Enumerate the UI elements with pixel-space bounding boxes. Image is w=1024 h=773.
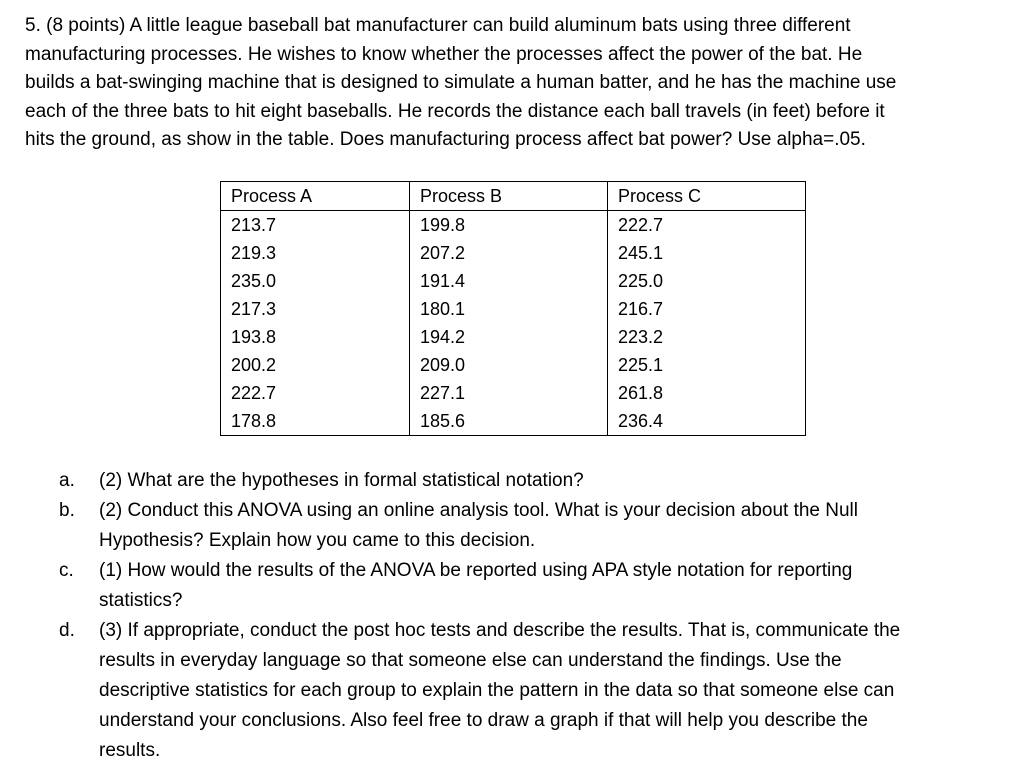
table-cell: 200.2	[221, 351, 410, 379]
question-line: each of the three bats to hit eight baseballs. He records the distance each ball travels (in feet) before it	[25, 100, 885, 122]
table-cell: 178.8	[221, 407, 410, 436]
table-row	[221, 295, 806, 323]
table-cell: 219.3	[221, 239, 410, 267]
part-marker: d.	[59, 620, 75, 641]
table-cell: 225.1	[608, 351, 806, 379]
part-text-line: Hypothesis? Explain how you came to this decision.	[99, 530, 536, 551]
part-text-line: (3) If appropriate, conduct the post hoc tests and describe the results. That is, communicate the	[99, 620, 901, 641]
table-cell: 193.8	[221, 323, 410, 351]
question-line: 5. (8 points) A little league baseball bat manufacturer can build aluminum bats using three different	[25, 15, 851, 36]
table-cell: 180.1	[410, 295, 608, 323]
header-process-c: Process C	[608, 182, 806, 211]
part-text-line: (2) What are the hypotheses in formal statistical notation?	[99, 470, 584, 491]
part-text-line: results.	[99, 740, 161, 761]
header-process-a: Process A	[221, 182, 410, 211]
table-cell: 191.4	[410, 267, 608, 295]
table-cell: 217.3	[221, 295, 410, 323]
header-process-b: Process B	[410, 182, 608, 211]
part-text-line: descriptive statistics for each group to explain the pattern in the data so that someone else can	[99, 680, 895, 701]
table-row	[221, 407, 806, 436]
table-cell: 216.7	[608, 295, 806, 323]
part-text-line: understand your conclusions. Also feel free to draw a graph if that will help you describe the	[99, 710, 868, 731]
table-row	[221, 239, 806, 267]
part-marker: a.	[59, 470, 75, 491]
table-row	[221, 351, 806, 379]
question-part	[59, 496, 1009, 556]
table-row	[221, 267, 806, 295]
part-text-line: statistics?	[99, 590, 183, 611]
table-cell: 207.2	[410, 239, 608, 267]
table-cell: 235.0	[221, 267, 410, 295]
question-part	[59, 616, 1009, 766]
question-line: builds a bat-swinging machine that is designed to simulate a human batter, and he has the machine use	[25, 72, 897, 93]
table-cell: 223.2	[608, 323, 806, 351]
table-cell: 245.1	[608, 239, 806, 267]
table-cell: 222.7	[608, 211, 806, 240]
part-text-line: (1) How would the results of the ANOVA be reported using APA style notation for reporting	[99, 560, 853, 581]
table-cell: 194.2	[410, 323, 608, 351]
table-row	[221, 323, 806, 351]
question-line: manufacturing processes. He wishes to know whether the processes affect the power of the bat. He	[25, 43, 863, 65]
table-cell: 227.1	[410, 379, 608, 407]
table-cell: 213.7	[221, 211, 410, 240]
table-cell: 225.0	[608, 267, 806, 295]
question-parts	[59, 466, 1009, 766]
distance-table	[220, 181, 806, 436]
question-text	[25, 12, 1005, 155]
part-marker: c.	[59, 560, 74, 581]
table-row	[221, 211, 806, 240]
question-part	[59, 556, 1009, 616]
table-cell: 261.8	[608, 379, 806, 407]
question-line: hits the ground, as show in the table. Does manufacturing process affect bat power? Use alpha=.05.	[25, 129, 866, 150]
table-cell: 185.6	[410, 407, 608, 436]
part-marker: b.	[59, 500, 75, 521]
part-text-line: (2) Conduct this ANOVA using an online analysis tool. What is your decision about the Null	[99, 500, 858, 521]
table-row	[221, 379, 806, 407]
table-header-row	[221, 182, 806, 211]
table-cell: 199.8	[410, 211, 608, 240]
table-cell: 209.0	[410, 351, 608, 379]
table-cell: 236.4	[608, 407, 806, 436]
part-text-line: results in everyday language so that someone else can understand the findings. Use the	[99, 650, 842, 671]
table-cell: 222.7	[221, 379, 410, 407]
question-part	[59, 466, 1009, 496]
